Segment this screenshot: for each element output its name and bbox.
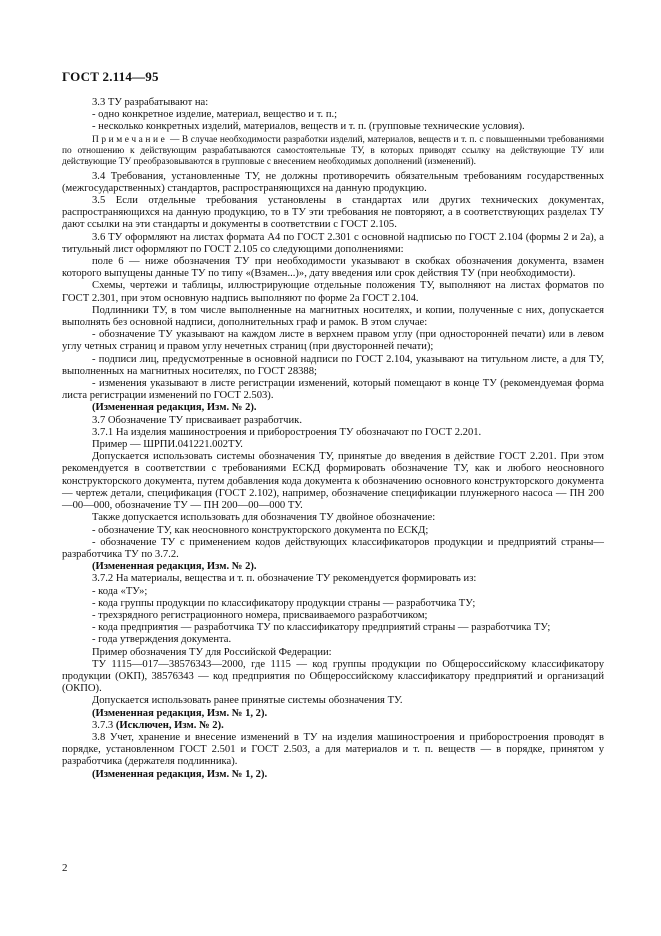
paragraph: Допускается использовать ранее принятые системы обозначения ТУ. bbox=[92, 695, 403, 707]
list-item: - года утверждения документа. bbox=[92, 634, 232, 646]
clause-3-7-1: 3.7.1 На изделия машиностроения и приборостроения ТУ обозначают по ГОСТ 2.201. bbox=[92, 426, 482, 438]
paragraph: Допускается использовать системы обозначения ТУ, принятые до введения в действие ГОСТ 2.201. При этом рекомендуется в соответствии с требованиями ЕСКД формировать обозначение ТУ, как и любого неосновного конструкторского документа, путем добавления кода документа к обозначению основного конструкторского документа — чертеж детали, спецификация (ГОСТ 2.102), например, обозначение спецификации плунжерного насоса — ПН 200—00—000, обозначение ТУ — ПН 200—00—000 ТУ. bbox=[62, 451, 604, 512]
clause-3-6: 3.6 ТУ оформляют на листах формата А4 по ГОСТ 2.301 с основной надписью по ГОСТ 2.104 (формы 2 и 2а), а титульный лист оформляют по ГОСТ 2.105 со следующими дополнениями: bbox=[62, 231, 604, 255]
list-item: - кода группы продукции по классификатору продукции страны — разработчика ТУ; bbox=[92, 597, 476, 609]
amendment-note: (Измененная редакция, Изм. № 2). bbox=[92, 561, 257, 573]
page-header-standard-title: ГОСТ 2.114—95 bbox=[62, 69, 159, 84]
clause-3-7-3 bbox=[62, 720, 604, 732]
list-item: - изменения указывают в листе регистрации изменений, который помещают в конце ТУ (рекомендуемая форма листа регистрации изменений по ГОСТ 2.503). bbox=[62, 378, 604, 402]
clause-number: 3.7.3 bbox=[92, 719, 116, 731]
clause-3-7: 3.7 Обозначение ТУ присваивает разработчик. bbox=[92, 414, 302, 426]
example-paragraph: Пример — ШРПИ.041221.002ТУ. bbox=[92, 439, 243, 451]
clause-3-5: 3.5 Если отдельные требования установлены в стандартах или других технических документах, распространяющихся на данную продукцию, то в ТУ эти требования не повторяют, а в соответствующих разделах ТУ дают ссылки на эти стандарты и документы в соответствии с ГОСТ 2.105. bbox=[62, 195, 604, 231]
field-6-paragraph: поле 6 — ниже обозначения ТУ при необходимости указывают в скобках обозначения документа, взамен которого выпущены данные ТУ по типу «(Взамен...)», дату введения или срок действия ТУ (при необходимости). bbox=[62, 256, 604, 280]
clause-3-3: 3.3 ТУ разрабатывают на: bbox=[92, 97, 209, 108]
list-item: - одно конкретное изделие, материал, вещество и т. п.; bbox=[92, 109, 338, 121]
page-number: 2 bbox=[62, 862, 68, 874]
document-body bbox=[62, 97, 604, 781]
list-item: - обозначение ТУ с применением кодов действующих классификаторов продукции и предприятий страны—разработчика ТУ по 3.7.2. bbox=[62, 536, 604, 560]
list-item: - обозначение ТУ, как неосновного конструкторского документа по ЕСКД; bbox=[92, 524, 429, 536]
amendment-note: (Измененная редакция, Изм. № 2). bbox=[92, 402, 257, 414]
note-paragraph bbox=[62, 135, 604, 168]
paragraph: Также допускается использовать для обозначения ТУ двойное обозначение: bbox=[92, 512, 436, 524]
amendment-note: (Измененная редакция, Изм. № 1, 2). bbox=[92, 707, 268, 719]
paragraph: ТУ 1115—017—38576343—2000, где 1115 — код группы продукции по Общероссийскому классификатору продукции (ОКП), 38576343 — код предприятия по Общероссийскому классификатору предприятий и организаций (ОКПО). bbox=[62, 658, 604, 695]
clause-3-4: 3.4 Требования, установленные ТУ, не должны противоречить обязательным требованиям государственных (межгосударственных) стандартов, распространяющихся на данную продукцию. bbox=[62, 170, 604, 194]
clause-3-8: 3.8 Учет, хранение и внесение изменений в ТУ на изделия машиностроения и приборостроения проводят в порядке, установленном ГОСТ 2.501 и ГОСТ 2.503, а для материалов и т. п. веществ — в порядке, принятом у разработчика (держателя подлинника). bbox=[62, 731, 604, 768]
list-item: - кода «ТУ»; bbox=[92, 585, 148, 597]
note-label: Примечание bbox=[92, 134, 168, 145]
list-item: - обозначение ТУ указывают на каждом листе в верхнем правом углу (при односторонней печати) или в левом углу четных страниц и правом углу нечетных страниц (при двусторонней печати); bbox=[62, 329, 604, 353]
list-item: - несколько конкретных изделий, материалов, веществ и т. п. (групповые технические условия). bbox=[92, 121, 525, 133]
list-item: - кода предприятия — разработчика ТУ по классификатору предприятий страны — разработчика ТУ; bbox=[92, 622, 551, 634]
example-paragraph: Пример обозначения ТУ для Российской Федерации: bbox=[92, 646, 332, 658]
excluded-note: (Исключен, Изм. № 2). bbox=[115, 719, 224, 731]
note-text: — В случае необходимости разработки изделий, материалов, веществ и т. п. с повышенными требованиями по отношению к действующим разрабатываются самостоятельные ТУ, в которых приводят ссылку на действующие ТУ или действующие ТУ преобразовываются в групповые с внесением необходимых дополнений (изменений). bbox=[62, 134, 604, 167]
amendment-note: (Измененная редакция, Изм. № 1, 2). bbox=[92, 768, 268, 780]
paragraph: Подлинники ТУ, в том числе выполненные на магнитных носителях, и копии, полученные с них, допускается выполнять без основной надписи, дополнительных граф и рамок. В этом случае: bbox=[62, 304, 604, 329]
clause-3-7-2: 3.7.2 На материалы, вещества и т. п. обозначение ТУ рекомендуется формировать из: bbox=[92, 573, 477, 585]
paragraph: Схемы, чертежи и таблицы, иллюстрирующие отдельные положения ТУ, выполняют на листах форматов по ГОСТ 2.301, при этом основную надпись выполняют по форме 2а ГОСТ 2.104. bbox=[62, 280, 604, 304]
list-item: - трехзрядного регистрационного номера, присваиваемого разработчиком; bbox=[92, 609, 428, 621]
list-item: - подписи лиц, предусмотренные в основной надписи по ГОСТ 2.104, указывают на титульном листе, а для ТУ, выполненных на магнитных носителях, по ГОСТ 28388; bbox=[62, 353, 604, 377]
